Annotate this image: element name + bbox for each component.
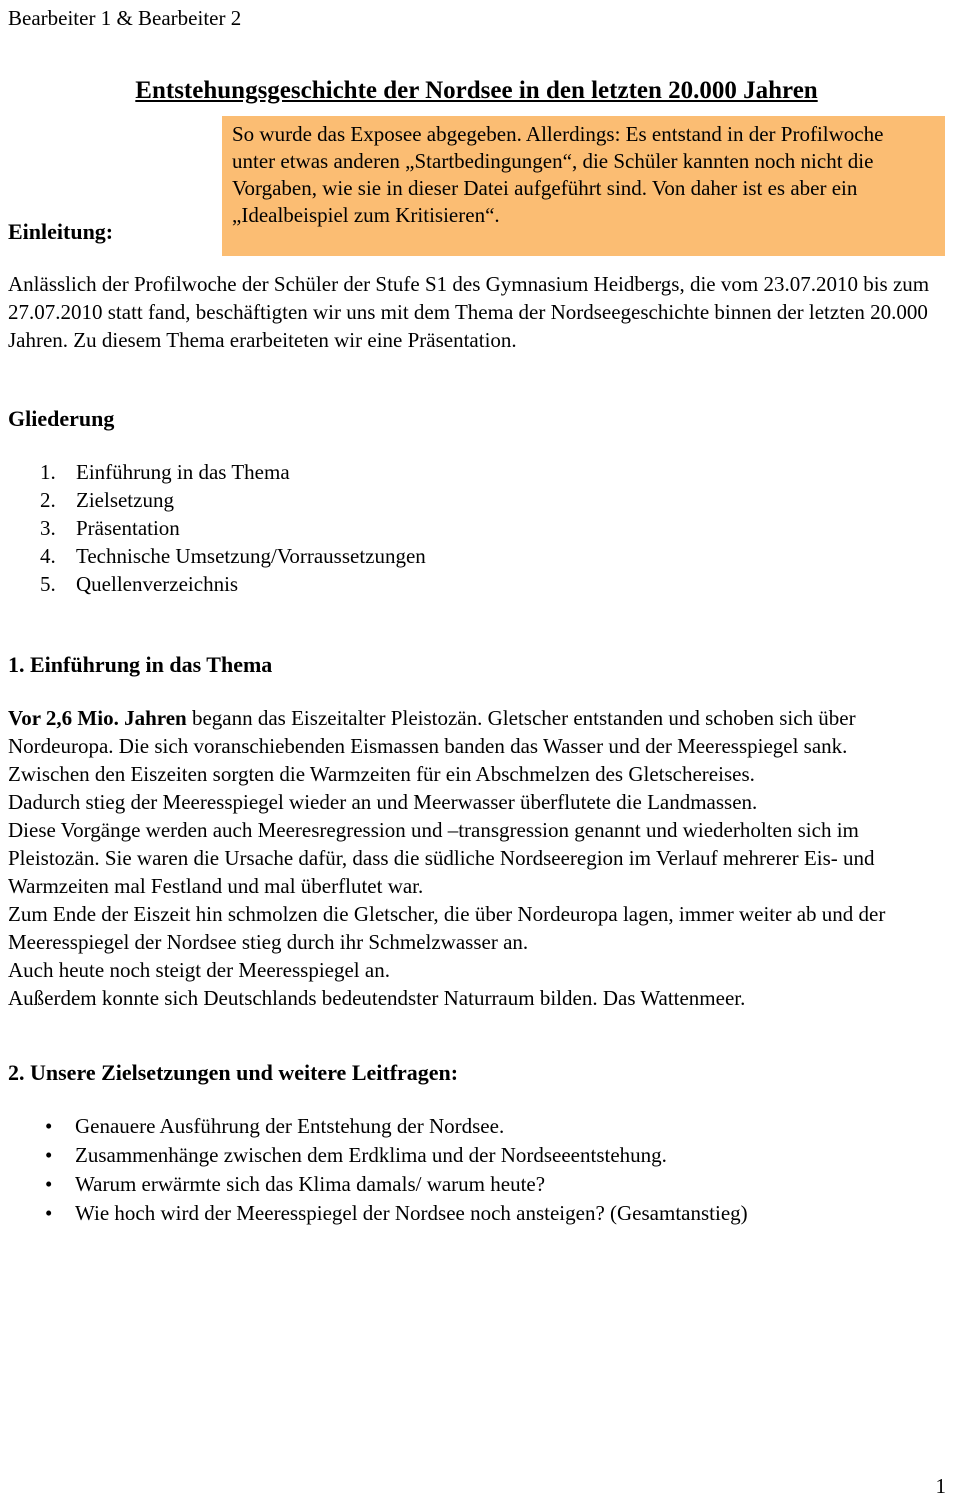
goal-item: [45, 1170, 945, 1199]
outline-item-label: Zielsetzung: [76, 488, 174, 512]
section1-lead-paragraph: [8, 704, 945, 760]
goals-bullet-list: [8, 1112, 945, 1228]
bullet-icon: •: [45, 1114, 53, 1138]
outline-item-label: Präsentation: [76, 516, 180, 540]
section1-paragraph: Diese Vorgänge werden auch Meeresregression und –transgression genannt und wiederholten sich im Pleistozän. Sie waren die Ursache dafür, dass die südliche Nordseeregion im Verlauf mehrerer Eis- und Warmzeiten mal Festland und mal überflutet war.: [8, 818, 875, 898]
outline-item-label: Einführung in das Thema: [76, 460, 290, 484]
page-title: Entstehungsgeschichte der Nordsee in den letzten 20.000 Jahren: [135, 77, 818, 104]
einleitung-row: [8, 116, 945, 256]
outline-item: [40, 542, 945, 570]
outline-list: [8, 458, 945, 598]
page-number: 1: [935, 1474, 946, 1498]
section1-heading: 1. Einführung in das Thema: [8, 652, 273, 677]
bullet-icon: •: [45, 1201, 53, 1225]
outline-item: [40, 570, 945, 598]
author-line: Bearbeiter 1 & Bearbeiter 2: [8, 6, 242, 30]
goal-item-label: Warum erwärmte sich das Klima damals/ warum heute?: [75, 1172, 546, 1196]
section1-paragraph: Zwischen den Eiszeiten sorgten die Warmzeiten für ein Abschmelzen des Gletschereises.: [8, 762, 755, 786]
bullet-icon: •: [45, 1143, 53, 1167]
outline-item-label: Technische Umsetzung/Vorraussetzungen: [76, 544, 426, 568]
section1-paragraph: Außerdem konnte sich Deutschlands bedeutendster Naturraum bilden. Das Wattenmeer.: [8, 986, 746, 1010]
section1-paragraph: Dadurch stieg der Meeresspiegel wieder an und Meerwasser überflutete die Landmassen.: [8, 790, 758, 814]
intro-paragraph: Anlässlich der Profilwoche der Schüler der Stufe S1 des Gymnasium Heidbergs, die vom 23.07.2010 bis zum 27.07.2010 statt fand, beschäftigten wir uns mit dem Thema der Nordseegeschichte binnen der letzten 20.000 Jahren. Zu diesem Thema erarbeiteten wir eine Präsentation.: [8, 272, 930, 352]
section1-lead-bold: Vor 2,6 Mio. Jahren: [8, 706, 187, 730]
section1-paragraph: Auch heute noch steigt der Meeresspiegel an.: [8, 958, 390, 982]
outline-item-number: 5.: [40, 572, 56, 596]
outline-item-number: 3.: [40, 516, 56, 540]
outline-item: [40, 514, 945, 542]
section1-body: [8, 704, 945, 1012]
outline-item-number: 4.: [40, 544, 56, 568]
section2-heading: 2. Unsere Zielsetzungen und weitere Leitfragen:: [8, 1060, 459, 1085]
goal-item-label: Zusammenhänge zwischen dem Erdklima und der Nordseeentstehung.: [75, 1143, 667, 1167]
section1-lead-rest: begann das Eiszeitalter Pleistozän. Gletscher entstanden und schoben sich über Nordeuropa. Die sich voranschiebenden Eismassen banden das Wasser und der Meeresspiegel sank.: [8, 706, 856, 758]
gliederung-heading: Gliederung: [8, 406, 115, 431]
highlight-note-box: So wurde das Exposee abgegeben. Allerdings: Es entstand in der Profilwoche unter etwas anderen „Startbedingungen“, die Schüler kannten noch nicht die Vorgaben, wie sie in dieser Datei aufgeführt sind. Von daher ist es aber ein „Idealbeispiel zum Kritisieren“.: [222, 116, 945, 256]
goal-item-label: Genauere Ausführung der Entstehung der Nordsee.: [75, 1114, 505, 1138]
outline-item-label: Quellenverzeichnis: [76, 572, 239, 596]
einleitung-label: Einleitung:: [8, 219, 114, 244]
goal-item-label: Wie hoch wird der Meeresspiegel der Nordsee noch ansteigen? (Gesamtanstieg): [75, 1201, 748, 1225]
section1-paragraph: Zum Ende der Eiszeit hin schmolzen die Gletscher, die über Nordeuropa lagen, immer weiter ab und der Meeresspiegel der Nordsee stieg durch ihr Schmelzwasser an.: [8, 902, 886, 954]
outline-item-number: 1.: [40, 460, 56, 484]
outline-item-number: 2.: [40, 488, 56, 512]
outline-item: [40, 458, 945, 486]
goal-item: [45, 1141, 945, 1170]
goal-item: [45, 1112, 945, 1141]
bullet-icon: •: [45, 1172, 53, 1196]
goal-item: [45, 1199, 945, 1228]
outline-item: [40, 486, 945, 514]
